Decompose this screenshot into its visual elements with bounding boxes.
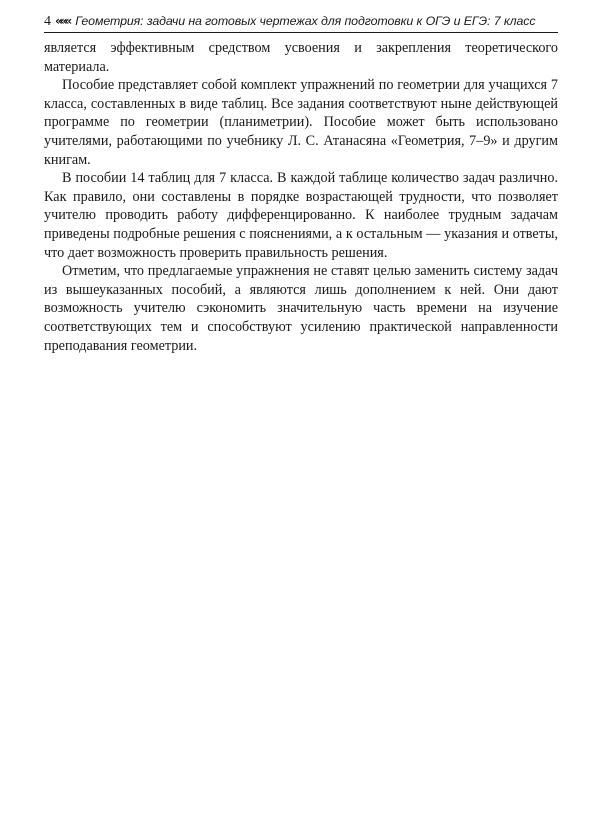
header-ornament: ««« — [55, 14, 70, 28]
header-rule — [44, 32, 558, 33]
page-number: 4 — [44, 14, 51, 29]
paragraph-about-book: Пособие представляет собой комплект упражнений по геометрии для учащихся 7 класса, составленных в виде таблиц. Все задания соответствуют ныне действующей программе по геометрии (планиметрии). Пособие может быть использовано учителями, работающими по учебнику Л. С. Атанасяна «Геометрия, 7–9» и другим книгам. — [44, 77, 558, 168]
running-header — [44, 12, 558, 30]
book-title: Геометрия: задачи на готовых чертежах для подготовки к ОГЭ и ЕГЭ: 7 класс — [75, 14, 536, 28]
paragraph-continuation: является эффективным средством усвоения и закрепления теоретического материала. — [44, 40, 558, 75]
paragraph-note: Отметим, что предлагаемые упражнения не ставят целью заменить систему задач из вышеуказанных пособий, а являются лишь дополнением к ней. Они дают возможность учителю сэкономить значительную часть времени на изучение соответствующих тем и способствуют усилению практической направленности преподавания геометрии. — [44, 263, 558, 354]
paragraph-tables: В пособии 14 таблиц для 7 класса. В каждой таблице количество задач различно. Как правило, они составлены в порядке возрастающей трудности, что позволяет учителю проводить работу дифференцированно. К наиболее трудным задачам приведены подробные решения с пояснениями, а к остальным — указания и ответы, что дает возможность проверить правильность решения. — [44, 170, 558, 261]
book-page — [44, 12, 558, 355]
body-text — [44, 39, 558, 355]
